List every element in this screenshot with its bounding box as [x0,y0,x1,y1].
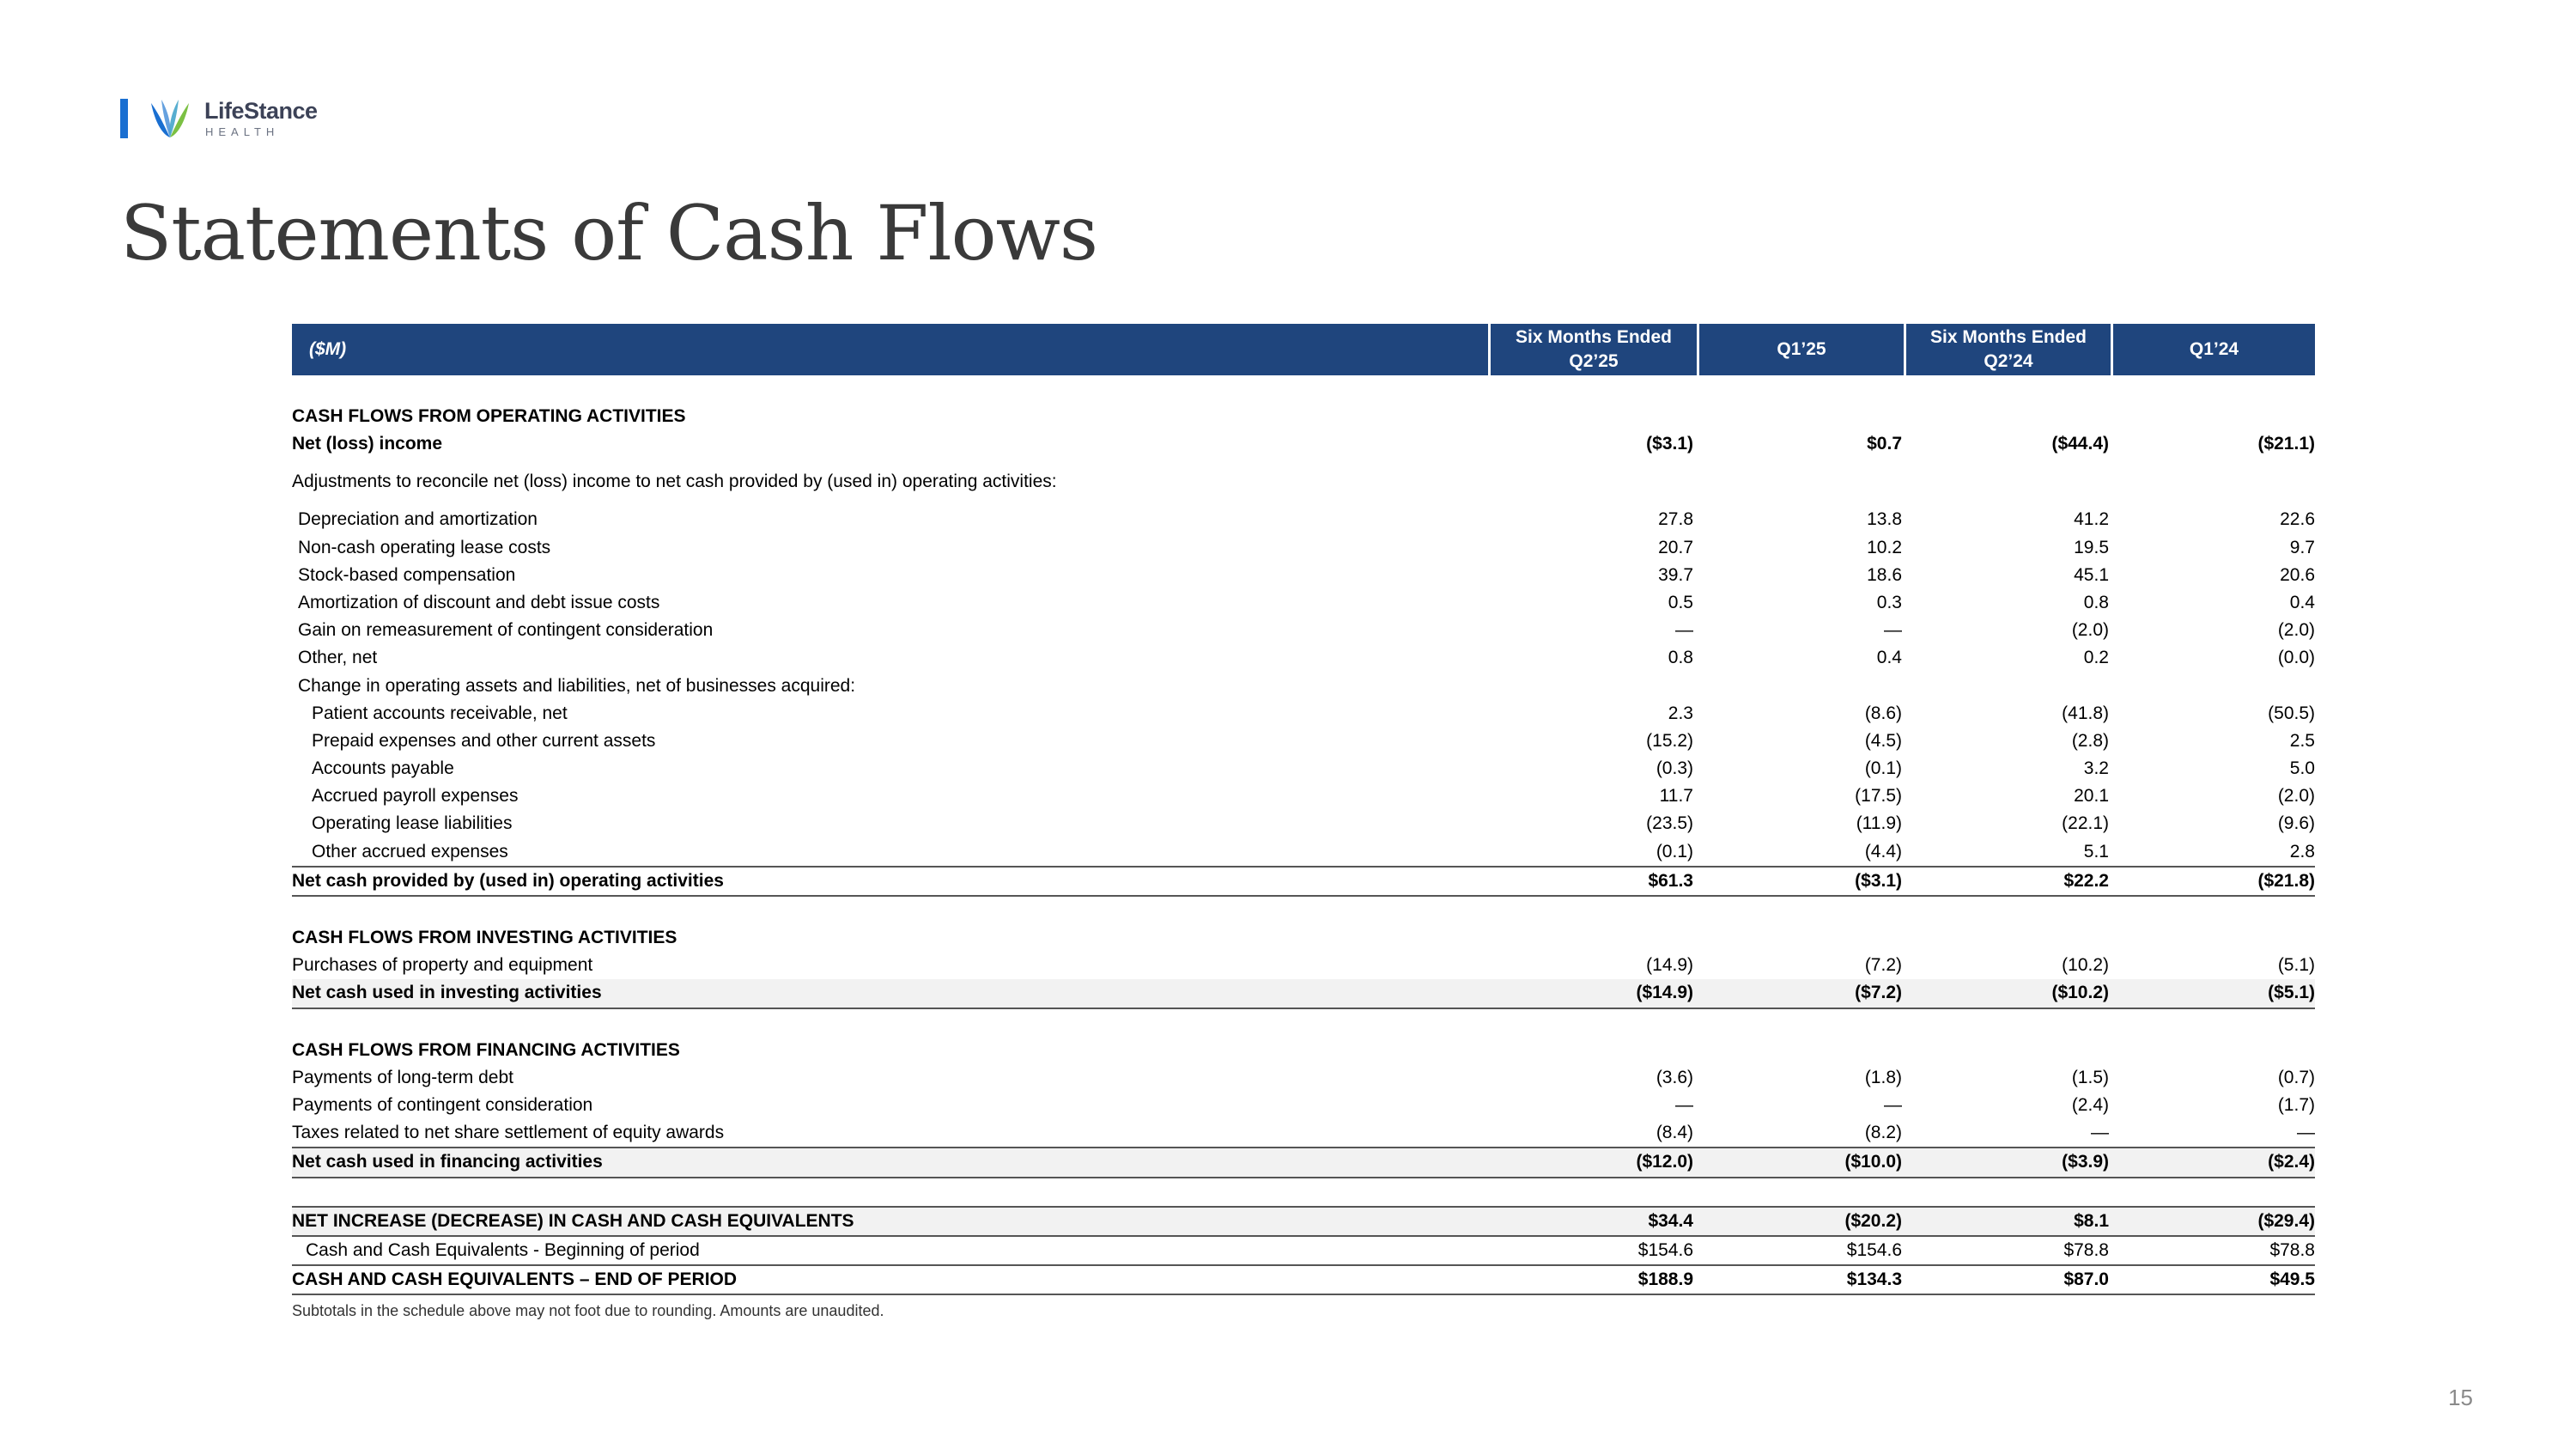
table-row [292,838,2315,866]
row-value: 0.8 [1668,648,1693,668]
row-value: ($10.2) [2051,983,2109,1003]
row-value: — [2297,1123,2315,1143]
table-row [292,810,2315,837]
table-section-label [292,458,2315,506]
row-value: (8.4) [1656,1123,1693,1143]
row-value: 3.2 [2083,758,2109,779]
row-label: CASH FLOWS FROM OPERATING ACTIVITIES [292,406,686,426]
table-row [292,728,2315,755]
row-value: (3.6) [1656,1067,1693,1087]
row-value: 22.6 [2280,509,2315,530]
row-label: Prepaid expenses and other current assets [312,730,656,751]
row-value: $154.6 [1846,1239,1902,1260]
row-value: (0.1) [1656,841,1693,861]
row-value: (0.7) [2277,1067,2315,1087]
row-value: ($21.1) [2257,434,2315,454]
row-label: Amortization of discount and debt issue costs [298,592,660,612]
row-value: $78.8 [2269,1239,2315,1260]
row-value: 2.5 [2289,730,2315,751]
header-col-label: Q1’24 [2189,339,2239,359]
table-row [292,1119,2315,1147]
row-value: ($12.0) [1636,1152,1693,1172]
row-value: (5.1) [2277,955,2315,976]
row-label: Net (loss) income [292,434,443,454]
table-row [292,617,2315,644]
table-row [292,1064,2315,1092]
row-value: $87.0 [2063,1269,2109,1289]
row-value: (1.8) [1864,1067,1902,1087]
row-value: ($29.4) [2257,1210,2315,1231]
row-value: ($44.4) [2051,434,2109,454]
row-label: Other accrued expenses [312,841,508,861]
company-logo [120,93,378,144]
table-section-label [292,1037,2315,1064]
table-header [292,324,2315,375]
header-col-six-months-q2-25 [1491,324,1697,375]
row-label: Payments of contingent consideration [292,1094,593,1115]
row-value: 0.4 [1876,648,1902,668]
table-row [292,644,2315,672]
row-value: 19.5 [2074,537,2109,557]
row-value: 5.0 [2289,758,2315,779]
logo-accent-bar [120,99,128,138]
row-value: 2.8 [2289,841,2315,861]
row-label: Net cash used in investing activities [292,983,602,1003]
row-value: — [1884,620,1902,641]
header-col-label: Six Months Ended Q2’24 [1929,327,2087,371]
row-value: $22.2 [2063,870,2109,891]
row-value: (4.4) [1864,841,1902,861]
row-label: Net cash used in financing activities [292,1152,603,1172]
row-value: 2.3 [1668,703,1693,723]
row-value: (8.2) [1864,1123,1902,1143]
header-col-label: Q1’25 [1777,339,1826,359]
row-label: NET INCREASE (DECREASE) IN CASH AND CASH EQUIVALENTS [292,1210,854,1231]
row-value: (23.5) [1646,813,1693,834]
row-value: (14.9) [1646,955,1693,976]
row-value: ($7.2) [1855,983,1902,1003]
table-row [292,755,2315,782]
cash-flow-table [292,324,2315,1295]
row-value: ($2.4) [2268,1152,2315,1172]
row-label: Gain on remeasurement of contingent consideration [298,620,714,641]
header-units-label: ($M) [292,324,1488,375]
row-value: ($10.0) [1844,1152,1902,1172]
footnote: Subtotals in the schedule above may not foot due to rounding. Amounts are unaudited. [292,1302,884,1319]
table-body [292,375,2315,1295]
table-spacer [292,897,2315,924]
row-value: 27.8 [1658,509,1693,530]
header-col-q1-25 [1699,324,1904,375]
table-spacer [292,1009,2315,1037]
lifestance-logo-icon [146,94,194,143]
page-title: Statements of Cash Flows [120,189,1098,277]
row-label: Change in operating assets and liabilities, net of businesses acquired: [298,675,856,696]
row-value: (0.3) [1656,758,1693,779]
table-row [292,1092,2315,1119]
row-value: 0.8 [2083,592,2109,612]
row-value: (4.5) [1864,730,1902,751]
table-spacer [292,1178,2315,1206]
row-value: (10.2) [2062,955,2109,976]
row-value: $154.6 [1637,1239,1693,1260]
row-label: Payments of long-term debt [292,1067,513,1087]
table-section-label [292,403,2315,430]
row-value: 0.4 [2289,592,2315,612]
row-value: 39.7 [1658,564,1693,585]
row-label: Accounts payable [312,758,454,779]
table-row [292,782,2315,810]
table-row [292,1237,2315,1266]
row-value: ($21.8) [2257,870,2315,891]
logo-name: LifeStance [204,98,318,124]
row-label: Taxes related to net share settlement of equity awards [292,1123,725,1143]
row-value: (0.1) [1864,758,1902,779]
table-section-label [292,924,2315,952]
table-row [292,1206,2315,1237]
row-label: Patient accounts receivable, net [312,703,568,723]
table-row [292,1266,2315,1295]
row-value: (9.6) [2277,813,2315,834]
header-col-six-months-q2-24 [1906,324,2111,375]
row-value: (8.6) [1864,703,1902,723]
table-row [292,506,2315,533]
table-row [292,700,2315,728]
table-row [292,534,2315,562]
table-row [292,589,2315,617]
header-col-label: Six Months Ended Q2’25 [1515,327,1672,371]
row-label: CASH FLOWS FROM INVESTING ACTIVITIES [292,928,677,947]
row-value: 0.3 [1876,592,1902,612]
table-row [292,866,2315,897]
row-value: $0.7 [1867,434,1902,454]
row-label: Non-cash operating lease costs [298,537,551,557]
row-label: CASH AND CASH EQUIVALENTS – END OF PERIOD [292,1269,738,1289]
row-label: Adjustments to reconcile net (loss) income to net cash provided by (used in) operating activities: [292,472,1057,492]
row-value: (50.5) [2268,703,2315,723]
row-value: ($14.9) [1636,983,1693,1003]
row-label: Operating lease liabilities [312,813,513,834]
row-label: Cash and Cash Equivalents - Beginning of period [306,1239,700,1260]
row-value: 10.2 [1867,537,1902,557]
row-value: $49.5 [2269,1269,2315,1289]
row-value: ($20.2) [1844,1210,1902,1231]
table-section-label [292,673,2315,700]
row-label: CASH FLOWS FROM FINANCING ACTIVITIES [292,1039,680,1060]
row-label: Depreciation and amortization [298,509,538,530]
row-value: $78.8 [2063,1239,2109,1260]
row-value: (2.0) [2277,786,2315,807]
page-number: 15 [2448,1385,2473,1410]
row-value: ($3.9) [2062,1152,2109,1172]
row-value: (15.2) [1646,730,1693,751]
row-label: Other, net [298,648,378,668]
row-value: (17.5) [1855,786,1902,807]
row-label: Net cash provided by (used in) operating activities [292,870,724,891]
table-row [292,979,2315,1008]
row-value: ($3.1) [1646,434,1693,454]
row-value: $134.3 [1846,1269,1902,1289]
row-label: Purchases of property and equipment [292,955,593,976]
row-value: (41.8) [2062,703,2109,723]
row-value: (2.0) [2277,620,2315,641]
row-label: Accrued payroll expenses [312,786,519,807]
row-value: 41.2 [2074,509,2109,530]
row-value: 11.7 [1659,786,1693,807]
table-spacer [292,375,2315,403]
table-row [292,1147,2315,1178]
row-value: ($5.1) [2268,983,2315,1003]
row-value: (11.9) [1856,813,1902,834]
row-value: — [1675,1094,1693,1115]
row-value: 20.1 [2074,786,2109,807]
row-value: (7.2) [1864,955,1902,976]
row-value: 9.7 [2289,537,2315,557]
row-value: — [1675,620,1693,641]
row-value: ($3.1) [1855,870,1902,891]
row-label: Stock-based compensation [298,564,516,585]
row-value: (1.5) [2071,1067,2109,1087]
row-value: (1.7) [2277,1094,2315,1115]
row-value: 18.6 [1867,564,1902,585]
row-value: 20.7 [1658,537,1693,557]
table-row [292,952,2315,979]
table-row [292,430,2315,458]
row-value: $8.1 [2074,1210,2109,1231]
row-value: — [2091,1123,2109,1143]
row-value: (2.8) [2071,730,2109,751]
table-row [292,562,2315,589]
row-value: (0.0) [2277,648,2315,668]
row-value: (22.1) [2062,813,2109,834]
row-value: (2.4) [2071,1094,2109,1115]
row-value: — [1884,1094,1902,1115]
row-value: (2.0) [2071,620,2109,641]
logo-subtitle: HEALTH [205,125,280,138]
row-value: 13.8 [1867,509,1902,530]
row-value: 5.1 [2083,841,2109,861]
row-value: $34.4 [1648,1210,1693,1231]
row-value: $61.3 [1648,870,1693,891]
row-value: 20.6 [2280,564,2315,585]
row-value: 45.1 [2074,564,2109,585]
row-value: 0.2 [2083,648,2109,668]
row-value: $188.9 [1637,1269,1693,1289]
row-value: 0.5 [1668,592,1693,612]
header-col-q1-24 [2113,324,2315,375]
